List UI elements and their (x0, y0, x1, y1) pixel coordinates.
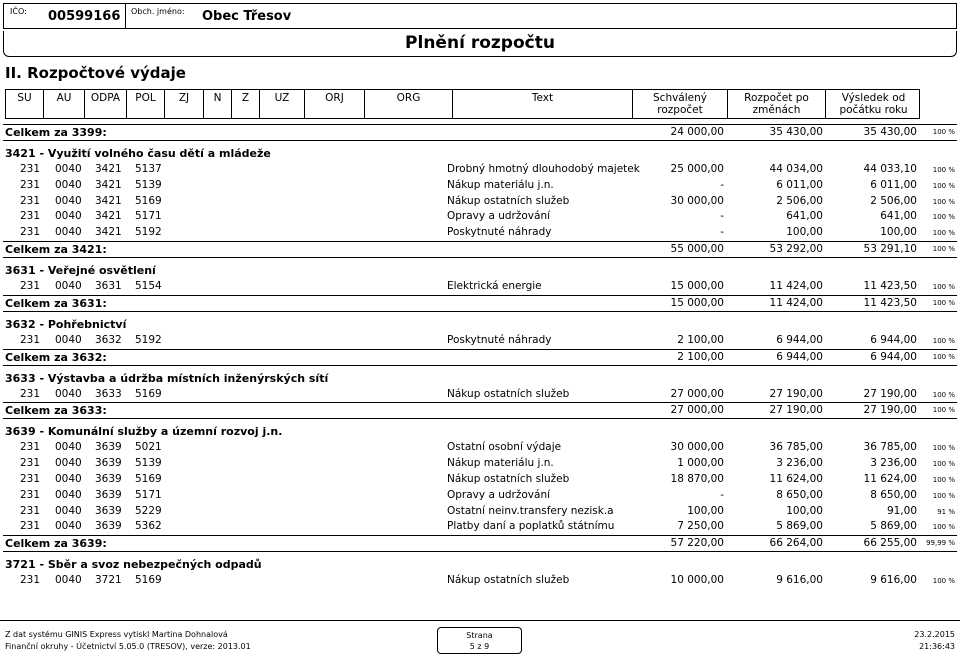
name-label: Obch. jméno: (131, 7, 185, 16)
cell-text: Drobný hmotný dlouhodobý majetek (447, 163, 640, 175)
row-divider (3, 295, 957, 296)
cell-odpa: 3639 (95, 472, 122, 485)
row-divider (3, 535, 957, 536)
section-title: II. Rozpočtové výdaje (5, 64, 186, 82)
cell-au: 0040 (55, 457, 82, 470)
cell-pol: 5021 (135, 441, 162, 454)
cell-pol: 5192 (135, 333, 162, 346)
cell-vysledek: 27 190,00 (863, 387, 917, 400)
total-zmenach: 35 430,00 (769, 126, 823, 138)
cell-percent: 91 % (937, 507, 955, 516)
total-schvaleny: 57 220,00 (670, 537, 724, 550)
cell-su: 231 (20, 472, 41, 485)
total-row (0, 402, 960, 419)
cell-percent: 100 % (932, 213, 955, 222)
cell-percent: 100 % (932, 460, 955, 469)
cell-text: Nákup ostatních služeb (447, 387, 570, 400)
total-percent: 100 % (932, 406, 955, 415)
cell-odpa: 3421 (95, 194, 122, 207)
cell-au: 0040 (55, 472, 82, 485)
item-row (0, 440, 960, 456)
cell-schvaleny: - (720, 488, 724, 501)
item-row (0, 209, 960, 225)
cell-zmenach: 100,00 (786, 226, 823, 239)
cell-percent: 100 % (932, 166, 955, 174)
cell-odpa: 3421 (95, 210, 122, 223)
cell-schvaleny: 2 100,00 (677, 333, 724, 346)
cell-schvaleny: 1 000,00 (677, 457, 724, 470)
total-vysledek: 6 944,00 (870, 350, 917, 363)
group-heading-row (0, 366, 960, 387)
cell-odpa: 3631 (95, 279, 122, 292)
total-label: Celkem za 3631: (5, 296, 107, 310)
cell-percent: 100 % (932, 390, 955, 399)
group-heading-row (0, 312, 960, 333)
cell-au: 0040 (55, 504, 82, 517)
cell-pol: 5139 (135, 178, 162, 191)
cell-zmenach: 3 236,00 (776, 457, 823, 470)
cell-text: Nákup ostatních služeb (447, 194, 570, 207)
title-box (3, 31, 957, 57)
print-date: 23.2.2015 (914, 630, 955, 639)
cell-vysledek: 8 650,00 (870, 488, 917, 501)
total-percent: 100 % (932, 352, 955, 361)
row-divider (3, 402, 957, 403)
total-row (0, 295, 960, 312)
total-zmenach: 11 424,00 (769, 296, 823, 309)
col-zj: ZJ (165, 90, 204, 118)
cell-odpa: 3633 (95, 387, 122, 400)
group-heading-row (0, 141, 960, 162)
cell-schvaleny: 7 250,00 (677, 520, 724, 533)
cell-au: 0040 (55, 574, 82, 587)
cell-odpa: 3421 (95, 178, 122, 191)
cell-su: 231 (20, 574, 41, 587)
total-schvaleny: 15 000,00 (670, 296, 724, 309)
header-info-box (3, 3, 957, 29)
cell-su: 231 (20, 279, 41, 292)
cell-au: 0040 (55, 178, 82, 191)
cell-pol: 5139 (135, 457, 162, 470)
cell-au: 0040 (55, 279, 82, 292)
total-vysledek: 35 430,00 (863, 126, 917, 138)
cell-pol: 5169 (135, 574, 162, 587)
cell-schvaleny: 30 000,00 (670, 441, 724, 454)
cell-percent: 100 % (932, 197, 955, 206)
footer-printed-by: Z dat systému GINIS Express vytiskl Martina Dohnalová (5, 630, 228, 639)
row-divider (3, 349, 957, 350)
group-title: 3721 - Sběr a svoz nebezpečných odpadů (5, 558, 262, 572)
item-row (0, 279, 960, 295)
group-heading-row (0, 552, 960, 573)
item-row (0, 573, 960, 589)
cell-su: 231 (20, 488, 41, 501)
cell-odpa: 3421 (95, 163, 122, 175)
cell-zmenach: 6 011,00 (776, 178, 823, 191)
cell-zmenach: 6 944,00 (776, 333, 823, 346)
cell-odpa: 3632 (95, 333, 122, 346)
cell-su: 231 (20, 210, 41, 223)
cell-au: 0040 (55, 488, 82, 501)
cell-pol: 5192 (135, 226, 162, 239)
page-indicator (437, 627, 522, 654)
cell-schvaleny: - (720, 210, 724, 223)
item-row (0, 387, 960, 403)
cell-vysledek: 641,00 (880, 210, 917, 223)
total-label: Celkem za 3633: (5, 404, 107, 418)
cell-zmenach: 11 624,00 (769, 472, 823, 485)
cell-au: 0040 (55, 163, 82, 175)
cell-text: Opravy a udržování (447, 488, 551, 501)
cell-schvaleny: 18 870,00 (670, 472, 724, 485)
total-percent: 99,99 % (926, 539, 955, 548)
cell-zmenach: 44 034,00 (769, 163, 823, 175)
cell-vysledek: 6 944,00 (870, 333, 917, 346)
cell-vysledek: 91,00 (886, 504, 917, 517)
total-zmenach: 66 264,00 (769, 537, 823, 550)
cell-schvaleny: 15 000,00 (670, 279, 724, 292)
footer-system-version: Finanční okruhy - Účetnictví 5.05.0 (TRESOV), verze: 2013.01 (5, 642, 251, 651)
cell-odpa: 3421 (95, 226, 122, 239)
cell-zmenach: 641,00 (786, 210, 823, 223)
cell-pol: 5229 (135, 504, 162, 517)
total-percent: 100 % (932, 298, 955, 307)
cell-odpa: 3639 (95, 457, 122, 470)
cell-pol: 5169 (135, 387, 162, 400)
cell-pol: 5171 (135, 488, 162, 501)
item-row (0, 472, 960, 488)
cell-vysledek: 44 033,10 (863, 163, 917, 175)
group-title: 3421 - Využití volného času dětí a mládeže (5, 147, 271, 160)
total-row (0, 349, 960, 366)
cell-au: 0040 (55, 194, 82, 207)
col-orj: ORJ (305, 90, 365, 118)
cell-schvaleny: 30 000,00 (670, 194, 724, 207)
total-zmenach: 6 944,00 (776, 350, 823, 363)
cell-schvaleny: 10 000,00 (670, 574, 724, 587)
row-divider (3, 124, 957, 125)
total-row (0, 241, 960, 258)
item-row (0, 333, 960, 349)
cell-au: 0040 (55, 441, 82, 454)
cell-percent: 100 % (932, 336, 955, 345)
cell-su: 231 (20, 504, 41, 517)
cell-vysledek: 11 423,50 (863, 279, 917, 292)
cell-zmenach: 9 616,00 (776, 574, 823, 587)
total-schvaleny: 27 000,00 (670, 404, 724, 417)
total-vysledek: 66 255,00 (863, 537, 917, 550)
column-header (5, 89, 920, 119)
cell-text: Nákup ostatních služeb (447, 472, 570, 485)
total-percent: 100 % (932, 128, 955, 136)
total-vysledek: 53 291,10 (863, 242, 917, 255)
total-percent: 100 % (932, 244, 955, 253)
cell-su: 231 (20, 194, 41, 207)
col-odpa: ODPA (85, 90, 127, 118)
cell-vysledek: 100,00 (880, 226, 917, 239)
print-time: 21:36:43 (919, 642, 955, 651)
cell-vysledek: 11 624,00 (863, 472, 917, 485)
cell-su: 231 (20, 387, 41, 400)
cell-odpa: 3639 (95, 520, 122, 533)
name-value: Obec Třesov (202, 9, 292, 24)
cell-zmenach: 27 190,00 (769, 387, 823, 400)
item-row (0, 456, 960, 472)
col-vysledek: Výsledek od počátku roku (839, 92, 908, 116)
item-row (0, 194, 960, 210)
cell-su: 231 (20, 333, 41, 346)
total-row (0, 124, 960, 141)
cell-au: 0040 (55, 226, 82, 239)
cell-percent: 100 % (932, 577, 955, 586)
cell-percent: 100 % (932, 181, 955, 190)
cell-pol: 5362 (135, 520, 162, 533)
cell-su: 231 (20, 520, 41, 533)
cell-au: 0040 (55, 387, 82, 400)
col-n: N (204, 90, 232, 118)
cell-odpa: 3639 (95, 488, 122, 501)
cell-zmenach: 100,00 (786, 504, 823, 517)
total-schvaleny: 24 000,00 (670, 126, 724, 138)
cell-su: 231 (20, 441, 41, 454)
item-row (0, 178, 960, 194)
cell-zmenach: 36 785,00 (769, 441, 823, 454)
cell-text: Nákup ostatních služeb (447, 574, 570, 587)
footer (0, 620, 960, 655)
page-label: Strana (466, 631, 493, 640)
cell-au: 0040 (55, 210, 82, 223)
cell-text: Ostatní neinv.transfery nezisk.a (447, 504, 614, 517)
total-label: Celkem za 3421: (5, 242, 107, 256)
total-row (0, 535, 960, 552)
cell-text: Ostatní osobní výdaje (447, 441, 562, 454)
cell-pol: 5154 (135, 279, 162, 292)
total-schvaleny: 2 100,00 (677, 350, 724, 363)
cell-text: Elektrická energie (447, 279, 542, 292)
total-vysledek: 27 190,00 (863, 404, 917, 417)
cell-schvaleny: 27 000,00 (670, 387, 724, 400)
cell-pol: 5137 (135, 163, 162, 175)
cell-pol: 5169 (135, 472, 162, 485)
cell-au: 0040 (55, 520, 82, 533)
cell-vysledek: 6 011,00 (870, 178, 917, 191)
budget-rows (0, 124, 960, 589)
cell-pol: 5171 (135, 210, 162, 223)
total-zmenach: 27 190,00 (769, 404, 823, 417)
col-schvaleny: Schválený rozpočet (633, 90, 728, 118)
item-row (0, 225, 960, 241)
cell-vysledek: 5 869,00 (870, 520, 917, 533)
group-title: 3631 - Veřejné osvětlení (5, 263, 156, 277)
cell-zmenach: 8 650,00 (776, 488, 823, 501)
item-row (0, 519, 960, 535)
cell-vysledek: 3 236,00 (870, 457, 917, 470)
total-schvaleny: 55 000,00 (670, 242, 724, 255)
cell-text: Poskytnuté náhrady (447, 226, 552, 239)
total-vysledek: 11 423,50 (863, 296, 917, 309)
cell-zmenach: 2 506,00 (776, 194, 823, 207)
col-au: AU (44, 90, 85, 118)
cell-schvaleny: 25 000,00 (670, 163, 724, 175)
cell-text: Opravy a udržování (447, 210, 551, 223)
cell-odpa: 3721 (95, 574, 122, 587)
cell-text: Nákup materiálu j.n. (447, 457, 554, 470)
cell-su: 231 (20, 226, 41, 239)
total-zmenach: 53 292,00 (769, 242, 823, 255)
group-heading-row (0, 419, 960, 440)
cell-text: Poskytnuté náhrady (447, 333, 552, 346)
cell-zmenach: 11 424,00 (769, 279, 823, 292)
total-label: Celkem za 3399: (5, 126, 107, 139)
col-org: ORG (365, 90, 453, 118)
col-rozpocet-po-zmenach: Rozpočet po změnách (728, 90, 826, 118)
cell-percent: 100 % (932, 282, 955, 291)
cell-percent: 100 % (932, 444, 955, 453)
cell-percent: 100 % (932, 523, 955, 532)
cell-odpa: 3639 (95, 504, 122, 517)
ico-value: 00599166 (48, 9, 121, 24)
cell-percent: 100 % (932, 491, 955, 500)
cell-zmenach: 5 869,00 (776, 520, 823, 533)
cell-vysledek: 9 616,00 (870, 574, 917, 587)
cell-au: 0040 (55, 333, 82, 346)
cell-text: Nákup materiálu j.n. (447, 178, 554, 191)
cell-vysledek: 36 785,00 (863, 441, 917, 454)
cell-su: 231 (20, 457, 41, 470)
cell-schvaleny: - (720, 226, 724, 239)
header-separator (125, 4, 126, 28)
ico-label: IČO: (10, 7, 27, 16)
col-z: Z (232, 90, 260, 118)
cell-percent: 100 % (932, 229, 955, 238)
col-pol: POL (127, 90, 165, 118)
page-value: 5 z 9 (469, 642, 490, 651)
page-title: Plnění rozpočtu (405, 33, 555, 53)
item-row (0, 162, 960, 178)
row-divider (3, 241, 957, 242)
cell-text: Platby daní a poplatků státnímu (447, 520, 615, 533)
cell-su: 231 (20, 163, 41, 175)
group-title: 3632 - Pohřebnictví (5, 317, 127, 331)
cell-vysledek: 2 506,00 (870, 194, 917, 207)
cell-odpa: 3639 (95, 441, 122, 454)
cell-percent: 100 % (932, 475, 955, 484)
total-label: Celkem za 3632: (5, 350, 107, 364)
group-title: 3639 - Komunální služby a územní rozvoj j.n. (5, 425, 283, 439)
col-su: SU (6, 90, 44, 118)
cell-su: 231 (20, 178, 41, 191)
group-heading-row (0, 258, 960, 279)
item-row (0, 504, 960, 520)
item-row (0, 488, 960, 504)
col-text: Text (453, 90, 633, 118)
cell-pol: 5169 (135, 194, 162, 207)
col-uz: UZ (260, 90, 305, 118)
group-title: 3633 - Výstavba a údržba místních inženýrských sítí (5, 371, 329, 385)
cell-schvaleny: 100,00 (687, 504, 724, 517)
total-label: Celkem za 3639: (5, 537, 107, 551)
cell-schvaleny: - (720, 178, 724, 191)
